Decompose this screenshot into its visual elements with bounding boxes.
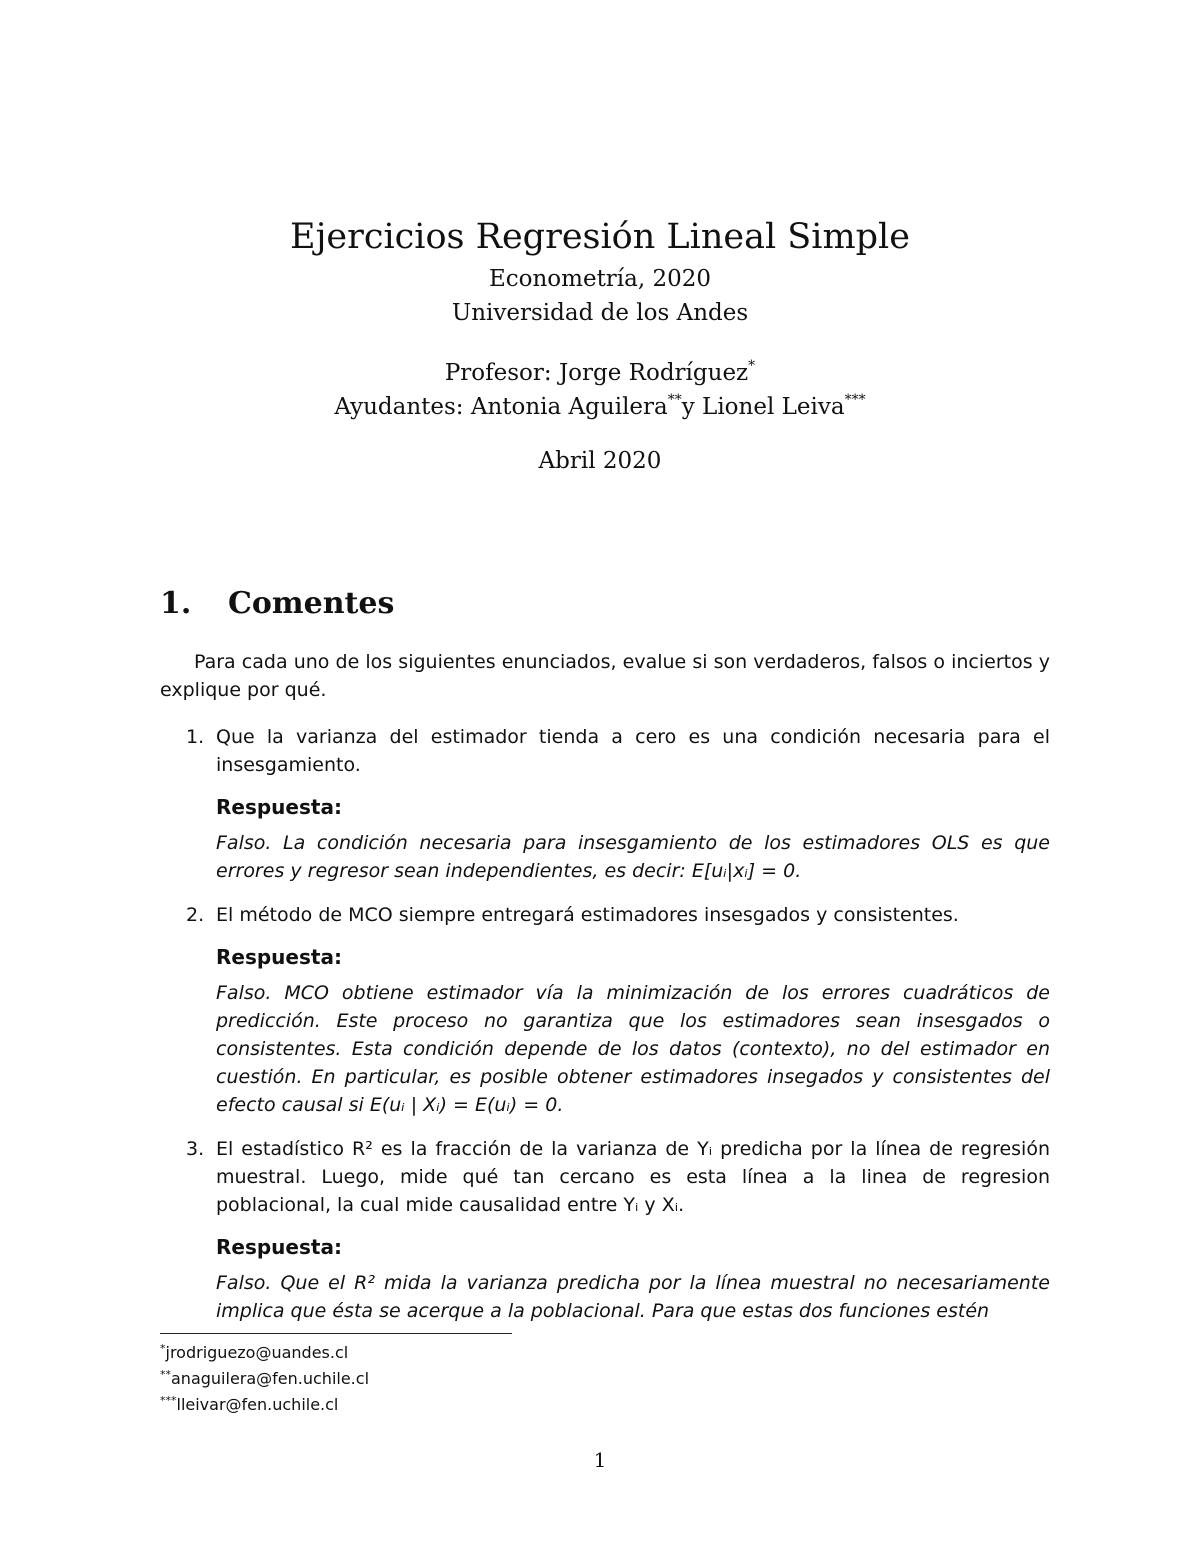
document-date: Abril 2020 (538, 448, 662, 474)
section-intro: Para cada uno de los siguientes enunciados, evalue si son verdaderos, falsos o inciertos y explique por qué. (160, 651, 1050, 701)
section-title: Comentes (228, 586, 395, 621)
assistants-line (0, 390, 1200, 424)
footnote-mark: ** (160, 1368, 171, 1381)
response-label: Respuesta: (216, 945, 342, 969)
footnote (160, 1392, 369, 1418)
item-number: 1. (186, 726, 205, 748)
university-name: Universidad de los Andes (451, 300, 749, 326)
assistants-join: y Lionel Leiva (681, 394, 845, 420)
professor-name: Profesor: Jorge Rodríguez (444, 360, 749, 386)
footnote-email: lleivar@fen.uchile.cl (176, 1395, 339, 1414)
professor-line (0, 356, 1200, 390)
document-title: Ejercicios Regresión Lineal Simple (290, 217, 910, 257)
exercise-list (160, 723, 1050, 1325)
answer-text: Falso. La condición necesaria para insesgamiento de los estimadores OLS es que errores y regresor sean independientes, es decir: E[uᵢ|xᵢ] = 0. (216, 832, 1050, 882)
exercise-item (160, 901, 1050, 1119)
footnote-mark: *** (160, 1394, 177, 1407)
assistant2-footnote-mark: *** (844, 392, 866, 408)
answer-text: Falso. Que el R² mida la varianza predicha por la línea muestral no necesariamente implica que ésta se acerque a la poblacional. Para que estas dos funciones estén (216, 1272, 1050, 1322)
assistants-prefix: Ayudantes: Antonia Aguilera (334, 394, 668, 420)
footnote-divider (160, 1333, 512, 1334)
footnote-email: anaguilera@fen.uchile.cl (171, 1369, 370, 1388)
course-name: Econometría, 2020 (488, 266, 712, 292)
professor-footnote-mark: * (748, 358, 756, 374)
authors (0, 356, 1200, 424)
answer-text: Falso. MCO obtiene estimador vía la minimización de los errores cuadráticos de predicción. Este proceso no garantiza que los estimadores sean insesgados o consistentes. Esta condición depende de los datos (contexto), no del estimador en cuestión. En particular, es posible obtener estimadores insegados y consistentes del efecto causal si E(uᵢ | Xᵢ) = E(uᵢ) = 0. (216, 982, 1050, 1116)
section-number: 1. (160, 586, 192, 621)
item-number: 3. (186, 1138, 205, 1160)
footnote (160, 1366, 369, 1392)
section-comentes (160, 584, 1050, 1341)
exercise-item (160, 723, 1050, 885)
footnotes (160, 1340, 369, 1418)
response-label: Respuesta: (216, 795, 342, 819)
item-statement: Que la varianza del estimador tienda a cero es una condición necesaria para el insesgamiento. (216, 726, 1050, 776)
assistant1-footnote-mark: ** (667, 392, 682, 408)
title-block (0, 212, 1200, 478)
footnote-email: jrodriguezo@uandes.cl (165, 1343, 349, 1362)
item-number: 2. (186, 904, 205, 926)
section-heading (160, 584, 1050, 624)
footnote-mark: * (160, 1342, 166, 1355)
exercise-item (160, 1135, 1050, 1325)
footnote (160, 1340, 369, 1366)
item-statement: El estadístico R² es la fracción de la varianza de Yᵢ predicha por la línea de regresión muestral. Luego, mide qué tan cercano es esta línea a la linea de regresion poblacional, la cual mide causalidad entre Yᵢ y Xᵢ. (216, 1138, 1050, 1216)
response-label: Respuesta: (216, 1235, 342, 1259)
page-number: 1 (593, 1448, 607, 1472)
item-statement: El método de MCO siempre entregará estimadores insesgados y consistentes. (216, 904, 959, 926)
